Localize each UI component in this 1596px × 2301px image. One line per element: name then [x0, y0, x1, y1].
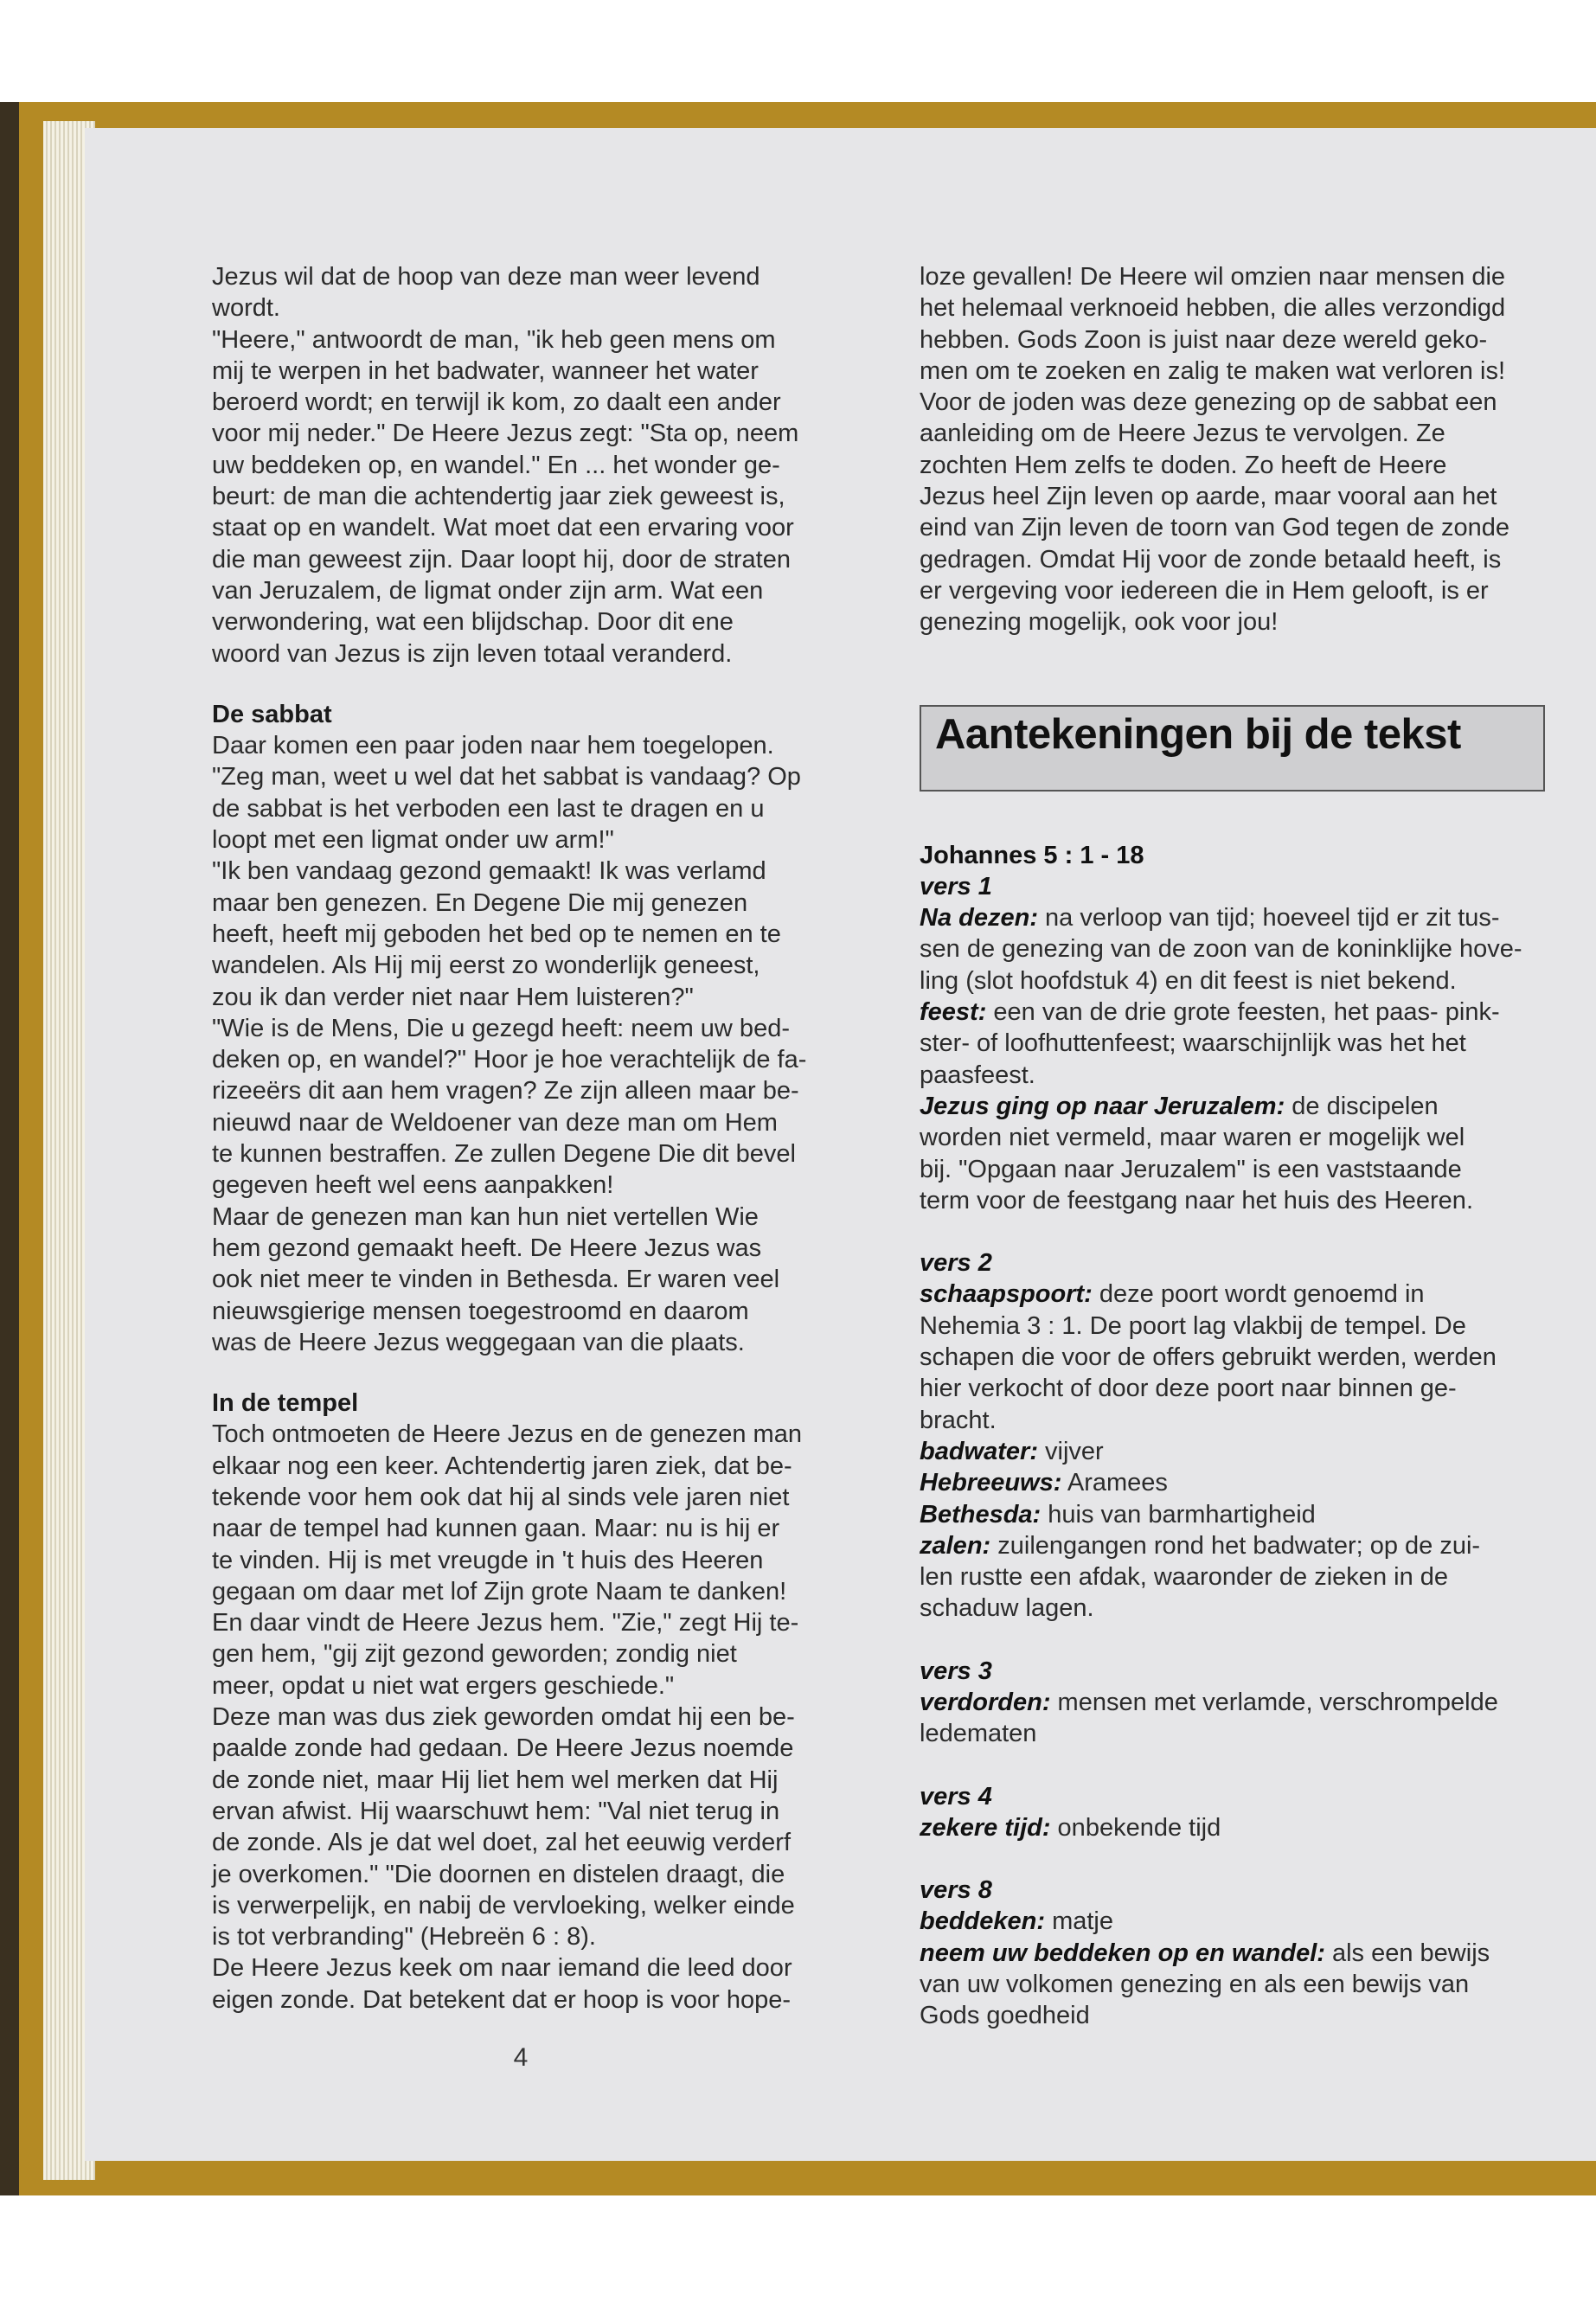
verse-note — [920, 1467, 1545, 1498]
sabbat-heading: De sabbat — [212, 700, 332, 728]
sabbat-paragraph: Daar komen een paar joden naar hem toegelopen. "Zeg man, weet u wel dat het sabbat is vandaag? Op de sabbat is het verboden een last te dragen en u loopt met een ligmat onder uw arm!" "Ik ben vandaag gezond gemaakt! Ik was verlamd maar ben genezen. En Degene Die mij genezen heeft, heeft mij geboden het bed op te nemen en te wandelen. Als Hij mij eerst zo wonderlijk geneest, zou ik dan verder niet naar Hem luisteren?" "Wie is de Mens, Die u gezegd heeft: neem uw bed- deken op, en wandel?" Hoor je hoe verachtelijk de fa- rizeeërs dit aan hem vragen? Ze zijn alleen maar be- nieuwd naar de Weldoener van deze man om Hem te kunnen bestraffen. Ze zullen Degene Die dit bevel gegeven heeft wel eens aanpakken! Maar de genezen man kan hun niet vertellen Wie hem gezond gemaakt heeft. De Heere Jezus was ook niet meer te vinden in Bethesda. Er waren veel nieuwsgierige mensen toegestroomd en daarom was de Heere Jezus weggegaan van die plaats. — [212, 732, 807, 1356]
note-term: zalen: — [920, 1531, 991, 1560]
verse-note — [920, 1687, 1545, 1750]
verse-block — [920, 1781, 1545, 1844]
verse-note — [920, 1938, 1545, 2032]
note-term: verdorden: — [920, 1688, 1051, 1716]
verse-note — [920, 1436, 1545, 1467]
note-term: schaapspoort: — [920, 1280, 1093, 1309]
note-term: zekere tijd: — [920, 1813, 1051, 1842]
note-text: de discipelen worden niet vermeld, maar waren er mogelijk wel bij. "Opgaan naar Jeruzalem" is een vaststaande term voor de feestgang naar het huis des Heeren. — [920, 1092, 1473, 1215]
verse-block — [920, 1875, 1545, 2031]
tempel-paragraph: Toch ontmoeten de Heere Jezus en de genezen man elkaar nog een keer. Achtendertig jaren ziek, dat be- tekende voor hem ook dat hij al sinds vele jaren niet naar de tempel had kunnen gaan. Maar: nu is hij er te vinden. Hij is met vreugde in 't huis des Heeren gegaan om daar met lof Zijn grote Naam te danken! En daar vindt de Heere Jezus hem. "Zie," zegt Hij te- gen hem, "gij zijt gezond geworden; zondig niet meer, opdat u niet wat ergers geschiede." Deze man was dus ziek geworden omdat hij een be- paalde zonde had gedaan. De Heere Jezus noemde de zonde niet, maar Hij liet hem wel merken dat Hij ervan afwist. Hij waarschuwt hem: "Val niet terug in de zonde. Als je dat wel doet, zal het eeuwig verderf je overkomen." "Die doornen en distelen draagt, die is verwerpelijk, en nabij de vervloeking, welker einde is tot verbranding" (Hebreën 6 : 8). De Heere Jezus keek om naar iemand die leed door eigen zonde. Dat betekent dat er hoop is voor hope- — [212, 1420, 802, 2014]
page-number: 4 — [513, 2043, 529, 2072]
verse-note — [920, 997, 1545, 1091]
note-term: Hebreeuws: — [920, 1469, 1062, 1497]
verse-block — [920, 1656, 1545, 1750]
verse-note — [920, 1279, 1545, 1435]
verse-note — [920, 1812, 1545, 1843]
intro-paragraph: Jezus wil dat de hoop van deze man weer levend wordt. "Heere," antwoordt de man, "ik heb geen mens om mij te werpen in het badwater, wanneer het water beroerd wordt; en terwijl ik kom, zo daalt een ander voor mij neder." De Heere Jezus zegt: "Sta op, neem uw beddeken op, en wandel." En ... het wonder ge- beurt: de man die achtendertig jaar ziek geweest is, staat op en wandelt. Wat moet dat een ervaring voor die man geweest zijn. Daar loopt hij, door de straten van Jeruzalem, de ligmat onder zijn arm. Wat een verwondering, wat een blijdschap. Door dit ene woord van Jezus is zijn leven totaal veranderd. — [212, 263, 799, 668]
note-term: Na dezen: — [920, 904, 1038, 933]
continuation-paragraph: loze gevallen! De Heere wil omzien naar mensen die het helemaal verknoeid hebben, die alles verzondigd hebben. Gods Zoon is juist naar deze wereld geko- men om te zoeken en zalig te maken wat verloren is! Voor de joden was deze genezing op de sabbat een aanleiding om de Heere Jezus te vervolgen. Ze zochten Hem zelfs te doden. Zo heeft de Heere Jezus heel Zijn leven op aarde, maar vooral aan het eind van Zijn leven de toorn van God tegen de zonde gedragen. Omdat Hij voor de zonde betaald heeft, is er vergeving voor iedereen die in Hem gelooft, is er genezing mogelijk, ook voor jou! — [920, 263, 1509, 637]
verse-label: vers 1 — [920, 872, 992, 901]
verse-note — [920, 1906, 1545, 1937]
tempel-heading: In de tempel — [212, 1389, 359, 1418]
verse-block — [920, 1247, 1545, 1625]
left-column — [212, 261, 839, 2016]
note-text: vijver — [1037, 1437, 1104, 1465]
scripture-reference: Johannes 5 : 1 - 18 — [920, 841, 1144, 869]
note-term: feest: — [920, 998, 987, 1027]
verse-label: vers 4 — [920, 1782, 992, 1811]
note-term: badwater: — [920, 1437, 1038, 1465]
note-text: matje — [1045, 1907, 1114, 1936]
note-term: neem uw beddeken op en wandel: — [920, 1939, 1325, 1967]
verse-notes — [920, 871, 1545, 2032]
note-text: huis van barmhartigheid — [1041, 1500, 1316, 1529]
verse-label: vers 8 — [920, 1876, 992, 1905]
note-term: beddeken: — [920, 1907, 1046, 1936]
verse-note — [920, 1499, 1545, 1530]
note-text: een van de drie grote feesten, het paas- pink- ster- of loofhuttenfeest; waarschijnlijk was het het paasfeest. — [920, 998, 1500, 1089]
book-spine-shadow — [0, 102, 19, 2195]
verse-note — [920, 1091, 1545, 1216]
verse-block — [920, 871, 1545, 1216]
note-text: deze poort wordt genoemd in Nehemia 3 : 1. De poort lag vlakbij de tempel. De schapen die voor de offers gebruikt werden, werden hier verkocht of door deze poort naar binnen ge- bracht. — [920, 1280, 1497, 1434]
verse-label: vers 3 — [920, 1657, 992, 1685]
verse-note — [920, 902, 1545, 997]
note-text: onbekende tijd — [1050, 1813, 1221, 1842]
note-text: mensen met verlamde, verschrompelde ledematen — [920, 1688, 1498, 1748]
note-text: als een bewijs van uw volkomen genezing en als een bewijs van Gods goedheid — [920, 1939, 1490, 2030]
notes-title-box — [920, 705, 1545, 792]
notes-title: Aantekeningen bij de tekst — [935, 710, 1461, 758]
verse-label: vers 2 — [920, 1249, 992, 1278]
note-text: zuilengangen rond het badwater; op de zui- len rustte een afdak, waaronder de zieken in de schaduw lagen. — [920, 1531, 1481, 1623]
note-text: na verloop van tijd; hoeveel tijd er zit tus- sen de genezing van de zoon van de koninklijke hove- ling (slot hoofdstuk 4) en dit feest is niet bekend. — [920, 904, 1522, 995]
note-text: Aramees — [1061, 1469, 1168, 1497]
note-term: Jezus ging op naar Jeruzalem: — [920, 1092, 1285, 1120]
right-column — [920, 261, 1545, 2032]
verse-note — [920, 1530, 1545, 1625]
note-term: Bethesda: — [920, 1500, 1042, 1529]
